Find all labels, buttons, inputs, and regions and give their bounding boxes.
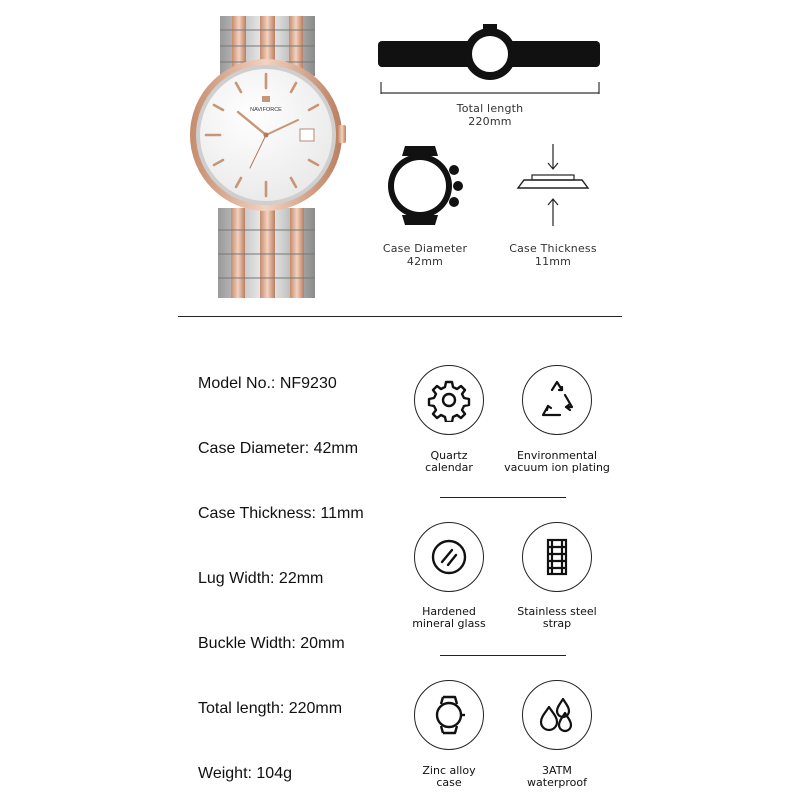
feature-ion-plating — [522, 365, 592, 435]
spec-buckle-width: Buckle Width: 20mm — [198, 635, 345, 652]
strap-silhouette-icon — [370, 24, 610, 94]
feature-steel-strap-label: Stainless steel strap — [517, 605, 597, 630]
case-diameter-diagram — [370, 138, 480, 273]
feature-zinc-case — [414, 680, 484, 750]
case-thickness-label: Case Thickness — [509, 242, 597, 255]
feature-steel-strap — [522, 522, 592, 592]
spec-model-no: Model No.: NF9230 — [198, 375, 337, 392]
feature-zinc-case-label: Zinc alloy case — [422, 764, 476, 789]
feature-mineral-glass — [414, 522, 484, 592]
watch-image — [180, 8, 355, 300]
watch-brand-text: NAVIFORCE — [250, 107, 282, 113]
feature-quartz-calendar — [414, 365, 484, 435]
total-length-value: 220mm — [468, 115, 512, 128]
feature-quartz-label: Quartz calendar — [425, 449, 473, 474]
spec-weight: Weight: 104g — [198, 765, 292, 782]
spec-lug-width: Lug Width: 22mm — [198, 570, 324, 587]
spec-total-length: Total length: 220mm — [198, 700, 343, 717]
case-outline-icon — [370, 138, 480, 233]
strap-icon — [535, 535, 579, 579]
case-thickness-value: 11mm — [534, 255, 572, 268]
feature-ion-plating-label: Environmental vacuum ion plating — [504, 449, 610, 474]
case-diameter-value: 42mm — [406, 255, 444, 268]
case-diameter-label: Case Diameter — [382, 242, 468, 255]
feature-mineral-glass-label: Hardened mineral glass — [412, 605, 486, 630]
feature-divider-2 — [440, 655, 566, 656]
watch-case-icon — [427, 693, 471, 737]
feature-waterproof — [522, 680, 592, 750]
spec-case-diameter: Case Diameter: 42mm — [198, 440, 359, 457]
feature-waterproof-label: 3ATM waterproof — [527, 764, 587, 789]
feature-divider-1 — [440, 497, 566, 498]
water-drops-icon — [535, 693, 579, 737]
recycle-icon — [535, 378, 579, 422]
spec-case-thickness: Case Thickness: 11mm — [198, 505, 364, 522]
strap-length-diagram — [370, 24, 610, 128]
total-length-label: Total length — [456, 102, 524, 115]
case-thickness-diagram — [498, 138, 608, 273]
gear-icon — [427, 378, 471, 422]
glass-icon — [427, 535, 471, 579]
watch-illustration — [180, 8, 355, 300]
case-profile-icon — [498, 138, 608, 233]
section-divider — [178, 316, 622, 317]
